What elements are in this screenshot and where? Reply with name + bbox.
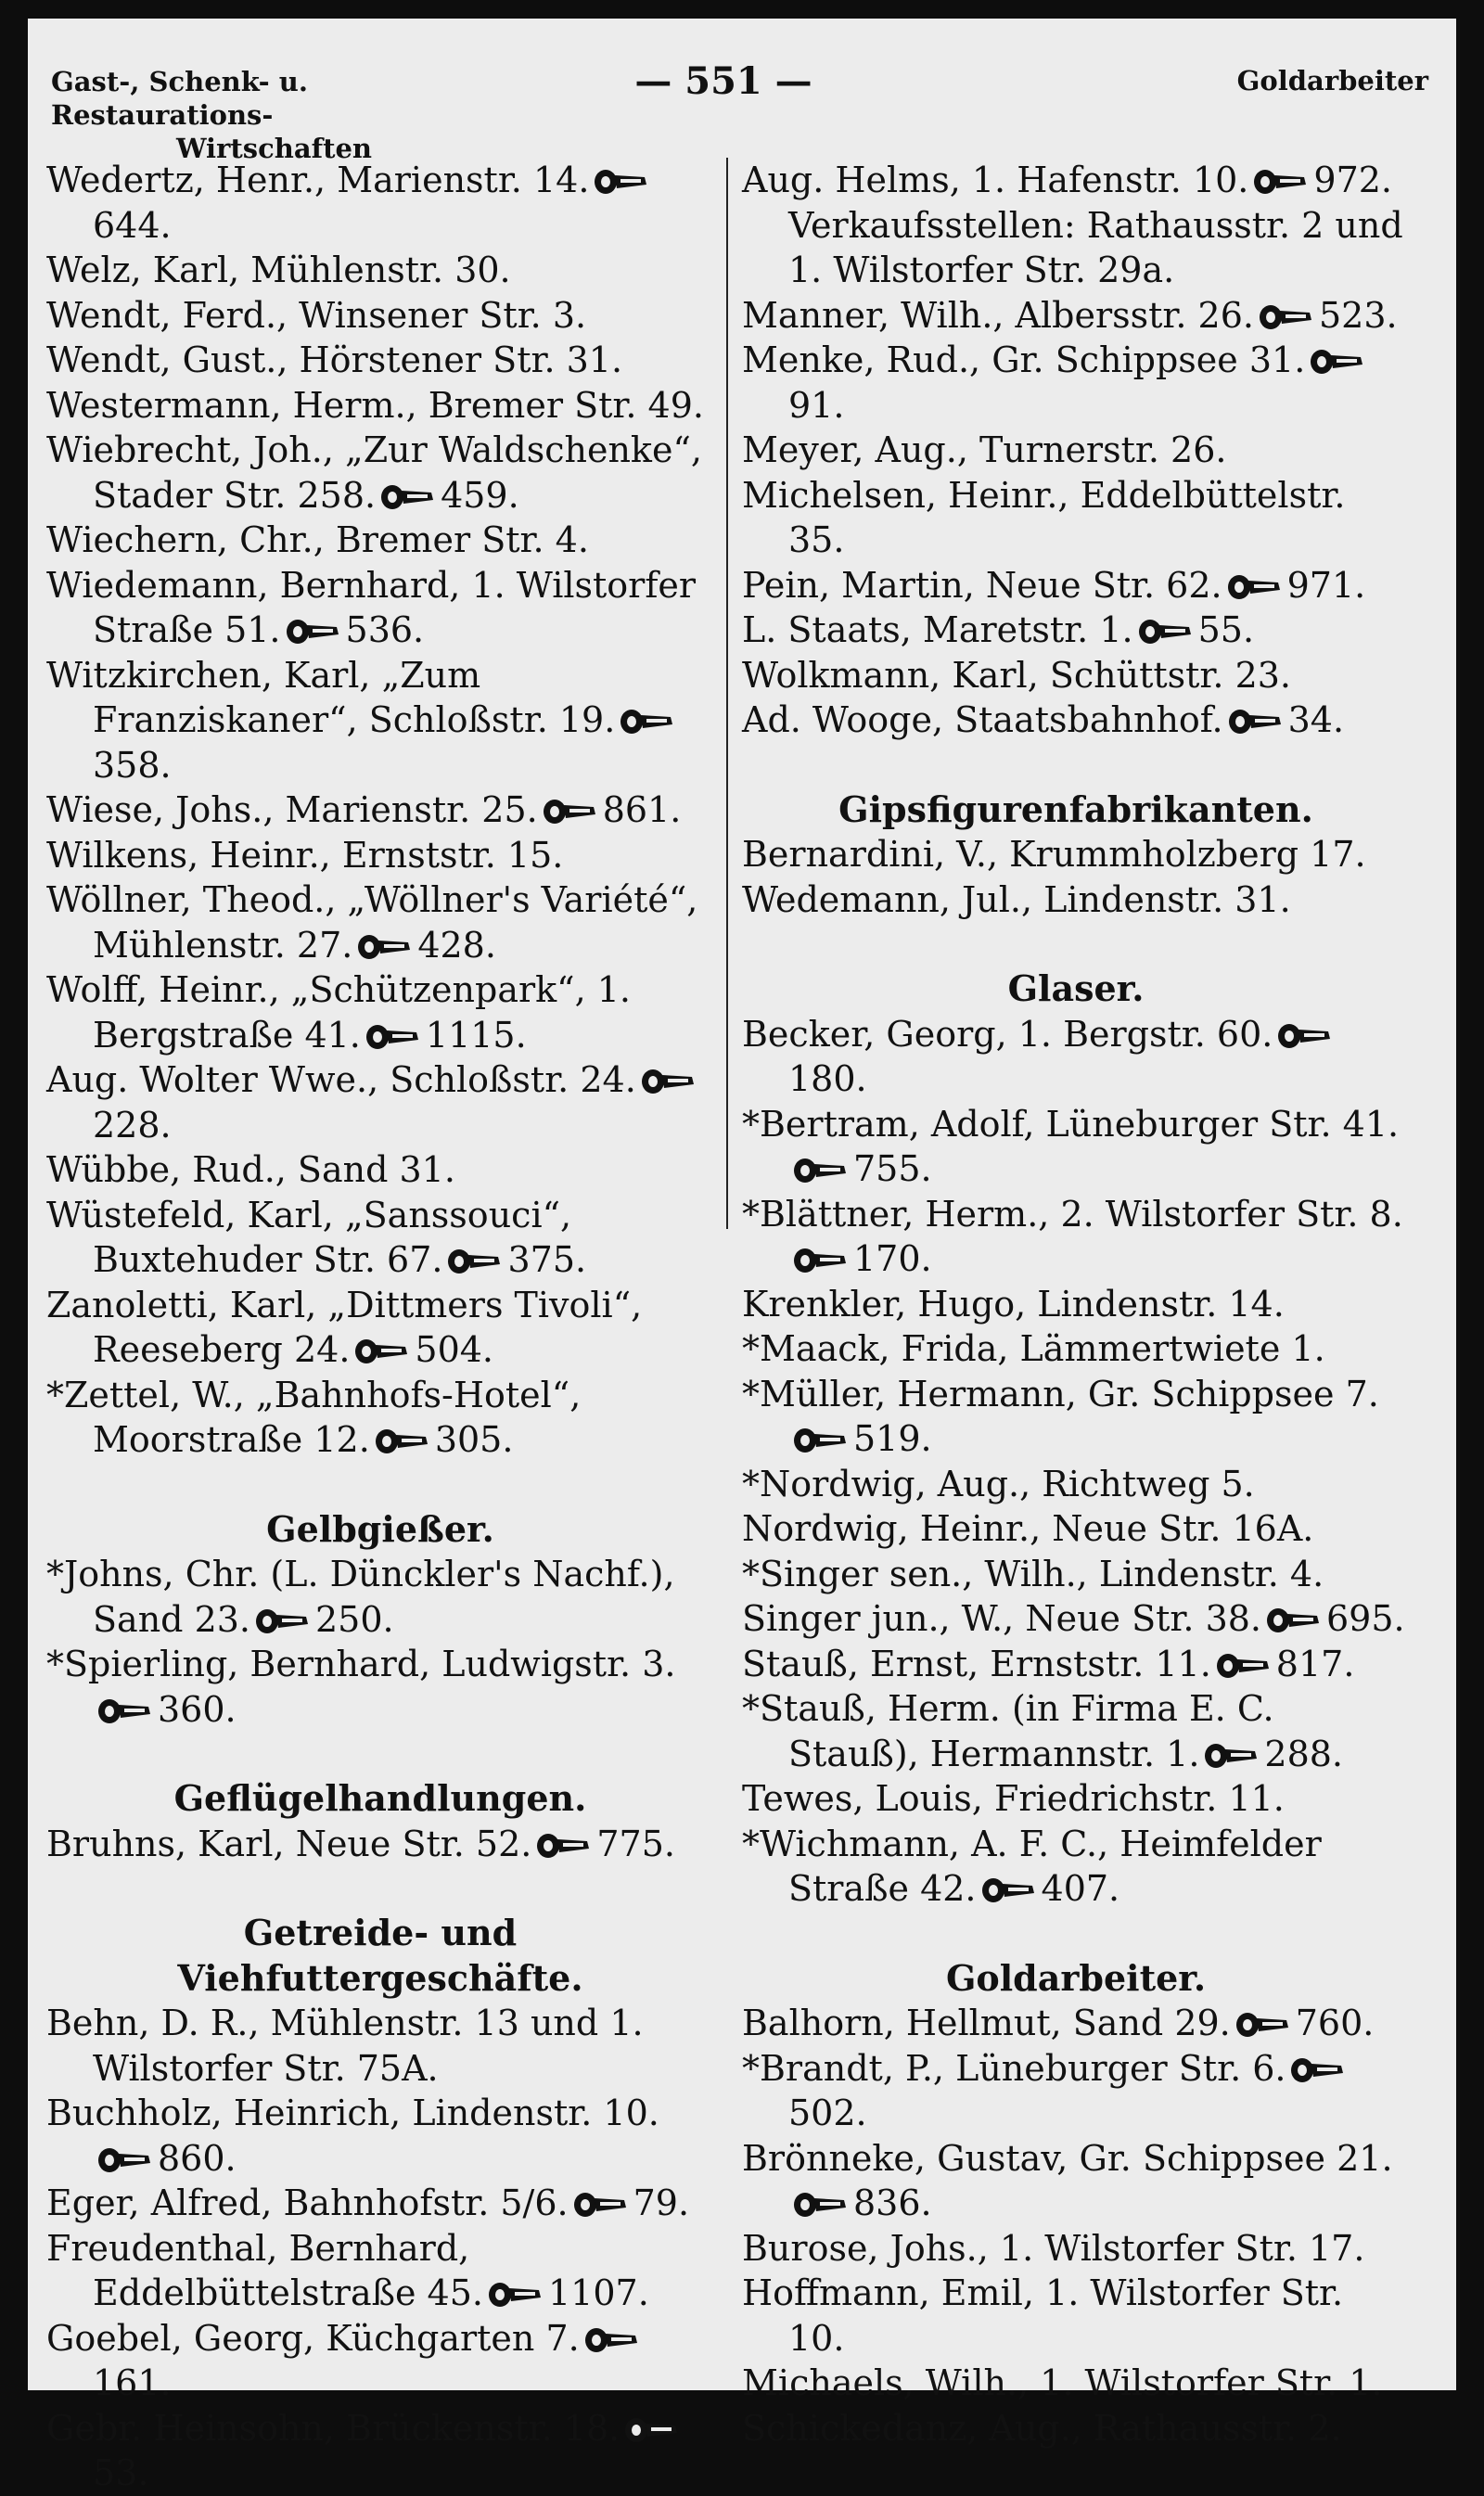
directory-entry	[742, 1012, 1410, 1102]
directory-entry	[742, 2406, 1410, 2451]
entry-text: Burose, Johs., 1. Wilstorfer Str. 17.	[742, 2227, 1365, 2269]
entry-text: Balhorn, Hellmut, Sand 29.	[742, 2003, 1231, 2043]
column-divider	[726, 158, 728, 1229]
phone-number: 288.	[1264, 1733, 1344, 1774]
telephone-icon	[487, 2279, 543, 2310]
entry-text: Aug. Wolter Wwe., Schloßstr. 24.	[46, 1059, 636, 1100]
left-column	[46, 158, 714, 2496]
phone-number: 360.	[158, 1688, 237, 1730]
telephone-icon	[980, 1875, 1036, 1906]
entry-text: Bruhns, Karl, Neue Str. 52.	[46, 1823, 532, 1864]
entry-text: *Maack, Frida, Lämmertwiete 1.	[742, 1328, 1325, 1369]
entry-text: *Bertram, Adolf, Lüneburger Str. 41.	[742, 1103, 1400, 1145]
directory-entry	[46, 383, 714, 429]
phone-number: 34.	[1287, 699, 1345, 740]
entry-text: Nordwig, Heinr., Neue Str. 16A.	[742, 1508, 1314, 1549]
telephone-icon	[792, 1155, 848, 1186]
entry-text: Menke, Rud., Gr. Schippsee 31.	[742, 339, 1306, 380]
directory-entry	[742, 653, 1410, 698]
phone-number: 755.	[853, 1148, 932, 1189]
entry-text: Wendt, Ferd., Winsener Str. 3.	[46, 294, 587, 336]
telephone-icon	[572, 2189, 628, 2221]
directory-entry	[46, 2091, 714, 2181]
entry-text: Wiechern, Chr., Bremer Str. 4.	[46, 519, 589, 560]
entry-text: Wöllner, Theod., „Wöllner's Variété“, Mühlenstr. 27.	[46, 879, 698, 966]
entry-text: *Spierling, Bernhard, Ludwigstr. 3.	[46, 1644, 676, 1684]
telephone-icon	[446, 1246, 502, 1277]
phone-number: 817.	[1275, 1643, 1355, 1684]
directory-entry	[46, 653, 714, 788]
entry-text: Stauß, Ernst, Ernststr. 11.	[742, 1643, 1211, 1684]
directory-entry	[742, 1102, 1410, 1192]
directory-entry	[742, 1326, 1410, 1372]
phone-number: 170.	[853, 1238, 932, 1279]
entry-text: Tewes, Louis, Friedrichstr. 11.	[742, 1778, 1285, 1819]
entry-text: Bernardini, V., Krummholzberg 17.	[742, 834, 1366, 875]
directory-entry	[46, 877, 714, 967]
telephone-icon	[792, 1245, 848, 1276]
telephone-icon	[96, 2144, 152, 2176]
entry-text: *Brandt, P., Lüneburger Str. 6.	[742, 2047, 1286, 2089]
phone-number: 53.	[93, 2452, 149, 2493]
directory-entry	[742, 1282, 1410, 1327]
telephone-icon	[285, 616, 340, 647]
section-title-left	[51, 65, 533, 165]
directory-entry	[46, 2226, 714, 2316]
directory-entry	[46, 338, 714, 383]
directory-entry	[46, 2181, 714, 2226]
telephone-icon	[374, 1426, 429, 1457]
directory-entry	[46, 518, 714, 563]
entry-text: Hoffmann, Emil, 1. Wilstorfer Str. 10.	[742, 2272, 1344, 2359]
directory-entry	[46, 967, 714, 1057]
telephone-icon	[792, 1425, 848, 1456]
entry-text: *Wichmann, A. F. C., Heimfelder Straße 42.	[742, 1823, 1322, 1909]
directory-entry	[742, 1776, 1410, 1822]
phone-number: 760.	[1295, 2003, 1375, 2043]
telephone-icon	[96, 1696, 152, 1727]
entry-text: Michelsen, Heinr., Eddelbüttelstr. 35.	[742, 474, 1346, 560]
directory-entry	[742, 1506, 1410, 1552]
telephone-icon	[542, 796, 597, 827]
directory-entry	[742, 832, 1410, 877]
entry-text: Michaels, Wilh., 1. Wilstorfer Str. 1.	[742, 2362, 1383, 2403]
entry-text: *Johns, Chr. (L. Dünckler's Nachf.), Sand 23.	[46, 1554, 675, 1640]
phone-number: 55.	[1197, 609, 1255, 650]
phone-number: 375.	[507, 1239, 587, 1280]
directory-entry	[742, 428, 1410, 473]
category-heading: Glaser.	[1007, 967, 1145, 1009]
directory-entry	[46, 248, 714, 293]
directory-entry	[46, 787, 714, 833]
phone-number: 860.	[158, 2137, 237, 2179]
phone-number: 1107.	[548, 2272, 649, 2313]
telephone-icon	[365, 1021, 420, 1053]
telephone-icon	[1252, 166, 1308, 198]
directory-entry	[742, 158, 1410, 293]
entry-text: Wübbe, Rud., Sand 31.	[46, 1149, 455, 1190]
directory-entry	[742, 1686, 1410, 1776]
directory-entry	[46, 1283, 714, 1373]
entry-text: Wendt, Gust., Hörstener Str. 31.	[46, 339, 623, 380]
phone-number: 79.	[633, 2182, 690, 2223]
category-heading: Gelbgießer.	[266, 1507, 494, 1550]
entry-text: Wilkens, Heinr., Ernststr. 15.	[46, 834, 564, 876]
phone-number: 250.	[315, 1598, 394, 1640]
phone-number: 775.	[596, 1823, 675, 1864]
directory-entry	[742, 1372, 1410, 1462]
entry-text: Pein, Martin, Neue Str. 62.	[742, 564, 1222, 606]
directory-entry	[46, 158, 714, 248]
directory-entry	[46, 1147, 714, 1193]
entry-text: Manner, Wilh., Albersstr. 26.	[742, 294, 1254, 336]
directory-entry	[742, 1192, 1410, 1282]
entry-text: Zanoletti, Karl, „Dittmers Tivoli“, Reeseberg 24.	[46, 1284, 643, 1370]
entry-text: L. Staats, Maretstr. 1.	[742, 609, 1133, 650]
directory-entry	[742, 2226, 1410, 2272]
phone-number: 836.	[853, 2182, 932, 2223]
entry-text: Becker, Georg, 1. Bergstr. 60.	[742, 1013, 1273, 1055]
entry-text: Wiedemann, Bernhard, 1. Wilstorfer Straße 51.	[46, 564, 697, 650]
entry-text: Wolff, Heinr., „Schützenpark“, 1. Bergstraße 41.	[46, 969, 632, 1056]
phone-number: 519.	[853, 1418, 932, 1459]
directory-entry	[742, 2136, 1410, 2226]
entry-text: *Singer sen., Wilh., Lindenstr. 4.	[742, 1553, 1324, 1594]
directory-entry	[742, 1822, 1410, 1912]
entry-text: Welz, Karl, Mühlenstr. 30.	[46, 250, 511, 290]
directory-entry	[742, 1552, 1410, 1597]
directory-entry	[742, 608, 1410, 653]
phone-number: 971.	[1286, 564, 1366, 606]
phone-number: 1115.	[425, 1014, 527, 1056]
telephone-icon	[1309, 346, 1364, 378]
entry-text: Witzkirchen, Karl, „Zum Franziskaner“, Schloßstr. 19.	[46, 654, 616, 740]
directory-entry	[742, 1596, 1410, 1642]
directory-entry	[46, 2406, 714, 2496]
telephone-icon	[1289, 2054, 1345, 2086]
phone-number: 358.	[93, 744, 172, 786]
phone-number: 407.	[1041, 1868, 1120, 1909]
telephone-icon	[583, 2324, 639, 2356]
category-heading: Goldarbeiter.	[945, 1956, 1207, 1999]
entry-text: Schickedanz, Aug., Rathausstr. 2.	[742, 2407, 1342, 2449]
directory-entry	[742, 877, 1410, 923]
entry-text: Wiese, Johs., Marienstr. 25.	[46, 789, 538, 830]
entry-text: Gebr. Heinsohn, Brückenstr. 18.	[46, 2407, 620, 2449]
phone-number: 502.	[788, 2093, 867, 2133]
telephone-icon	[792, 2189, 848, 2221]
category-heading: Getreide- und Viehfuttergeschäfte.	[177, 1912, 583, 1999]
entry-text: Aug. Helms, 1. Hafenstr. 10.	[742, 160, 1249, 200]
phone-number: 504.	[415, 1329, 494, 1370]
entry-text: Meyer, Aug., Turnerstr. 26.	[742, 429, 1227, 470]
category-heading: Gipsfigurenfabrikanten.	[838, 787, 1313, 830]
running-head	[28, 56, 1456, 164]
phone-number: 428.	[417, 924, 496, 966]
telephone-icon	[623, 2414, 679, 2446]
telephone-icon	[1276, 1020, 1332, 1052]
entry-text: Singer jun., W., Neue Str. 38.	[742, 1598, 1261, 1639]
directory-entry	[46, 2316, 714, 2406]
entry-text: Wolkmann, Karl, Schüttstr. 23.	[742, 654, 1292, 696]
phone-number: 523.	[1318, 294, 1398, 336]
telephone-icon	[535, 1830, 591, 1862]
entry-text: Wiebrecht, Joh., „Zur Waldschenke“, Stader Str. 258.	[46, 429, 702, 516]
phone-number: 228.	[93, 1104, 172, 1146]
telephone-icon	[379, 481, 435, 513]
directory-entry	[742, 338, 1410, 428]
telephone-icon	[1235, 2009, 1290, 2041]
directory-entry	[742, 2046, 1410, 2136]
entry-text: Brönneke, Gustav, Gr. Schippsee 21.	[742, 2137, 1393, 2179]
telephone-icon	[1258, 301, 1313, 333]
telephone-icon	[1227, 706, 1283, 737]
telephone-icon	[593, 166, 648, 198]
directory-entry	[46, 1552, 714, 1642]
entry-text: Wedertz, Henr., Marienstr. 14.	[46, 160, 590, 200]
telephone-icon	[254, 1606, 310, 1637]
entry-text: Buchholz, Heinrich, Lindenstr. 10.	[46, 2093, 659, 2133]
telephone-icon	[640, 1066, 696, 1097]
telephone-icon	[619, 706, 674, 737]
phone-number: 536.	[345, 609, 425, 650]
directory-page	[28, 19, 1456, 2493]
directory-entry	[742, 2001, 1410, 2046]
telephone-icon	[1137, 616, 1193, 647]
telephone-icon	[356, 931, 412, 963]
directory-entry	[46, 1822, 714, 1867]
directory-entry	[46, 428, 714, 518]
directory-entry	[742, 563, 1410, 608]
category-heading: Geflügelhandlungen.	[173, 1777, 587, 1819]
phone-number: 180.	[788, 1058, 867, 1099]
directory-entry	[46, 833, 714, 878]
entry-text: Krenkler, Hugo, Lindenstr. 14.	[742, 1283, 1285, 1325]
phone-number: 305.	[434, 1419, 514, 1460]
page-number: — 551 —	[634, 59, 812, 103]
phone-number: 644.	[93, 204, 172, 246]
entry-text: Wedemann, Jul., Lindenstr. 31.	[742, 878, 1291, 920]
phone-number: 161.	[93, 2362, 172, 2403]
directory-entry	[46, 1642, 714, 1732]
directory-entry	[46, 563, 714, 653]
directory-entry	[46, 1193, 714, 1283]
entry-text: *Zettel, W., „Bahnhofs-Hotel“, Moorstraße 12.	[46, 1374, 582, 1460]
entry-text: *Müller, Hermann, Gr. Schippsee 7.	[742, 1373, 1379, 1414]
entry-note: Verkaufsstellen: Rathausstr. 2 und 1. Wilstorfer Str. 29a.	[788, 204, 1403, 290]
section-title-right: Goldarbeiter	[1236, 65, 1428, 96]
directory-entry	[46, 1057, 714, 1147]
entry-text: Goebel, Georg, Küchgarten 7.	[46, 2317, 580, 2359]
directory-entry	[742, 1462, 1410, 1507]
telephone-icon	[1226, 571, 1282, 603]
entry-text: Wüstefeld, Karl, „Sanssouci“, Buxtehuder Str. 67.	[46, 1194, 572, 1280]
phone-number: 972.	[1313, 160, 1392, 200]
entry-text: Behn, D. R., Mühlenstr. 13 und 1. Wilstorfer Str. 75A.	[46, 2003, 644, 2089]
entry-text: *Blättner, Herm., 2. Wilstorfer Str. 8.	[742, 1193, 1403, 1235]
directory-entry	[742, 473, 1410, 563]
entry-text: Westermann, Herm., Bremer Str. 49.	[46, 384, 704, 426]
section-title-left-line1: Gast-, Schenk- u. Restaurations-	[51, 66, 308, 131]
directory-entry	[46, 1373, 714, 1463]
telephone-icon	[353, 1336, 409, 1367]
entry-text: Eger, Alfred, Bahnhofstr. 5/6.	[46, 2182, 569, 2223]
directory-entry	[46, 2001, 714, 2091]
directory-entry	[742, 293, 1410, 339]
telephone-icon	[1265, 1605, 1321, 1636]
phone-number: 861.	[602, 789, 682, 830]
directory-entry	[742, 2361, 1410, 2406]
telephone-icon	[1203, 1740, 1259, 1772]
directory-entry	[742, 698, 1410, 743]
entry-text: Freudenthal, Bernhard, Eddelbüttelstraße 45.	[46, 2227, 483, 2313]
phone-number: 459.	[441, 474, 519, 516]
directory-entry	[742, 2271, 1410, 2361]
entry-text: *Nordwig, Aug., Richtweg 5.	[742, 1463, 1255, 1504]
directory-entry	[46, 293, 714, 339]
telephone-icon	[1215, 1650, 1271, 1682]
phone-number: 695.	[1326, 1598, 1405, 1639]
entry-text: Ad. Wooge, Staatsbahnhof.	[742, 699, 1223, 740]
section-title-left-line2: Wirtschaften	[176, 133, 373, 164]
directory-entry	[742, 1642, 1410, 1687]
right-column	[742, 158, 1410, 2451]
phone-number: 91.	[788, 384, 845, 426]
entry-text: *Stauß, Herm. (in Firma E. C. Stauß), Hermannstr. 1.	[742, 1688, 1274, 1774]
